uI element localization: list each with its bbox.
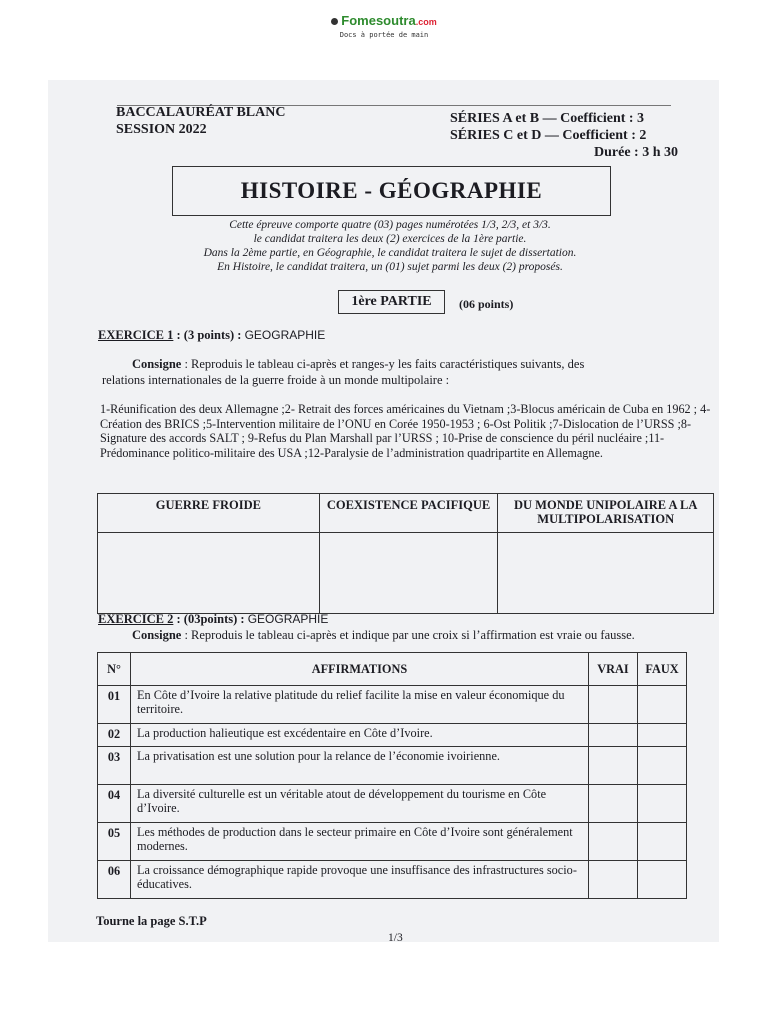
faux-cell — [638, 785, 687, 823]
exam-session: SESSION 2022 — [116, 122, 207, 137]
faux-cell — [638, 724, 687, 747]
part-points: (06 points) — [459, 297, 514, 311]
instruction-line: le candidat traitera les deux (2) exercices de la 1ère partie. — [253, 233, 527, 245]
exam-header-right — [450, 110, 678, 161]
instruction-line: En Histoire, le candidat traitera, un (01) sujet parmi les deux (2) proposés. — [217, 261, 563, 273]
table-row: 01 En Côte d’Ivoire la relative platitude du relief facilite la mise en valeur économique du territoire. — [98, 686, 687, 724]
vrai-cell — [589, 747, 638, 785]
instruction-line: Cette épreuve comporte quatre (03) pages numérotées 1/3, 2/3, et 3/3. — [229, 219, 551, 231]
faux-cell — [638, 861, 687, 899]
exam-instructions — [150, 218, 630, 274]
answer-cell — [319, 533, 498, 614]
exercise-2-title: EXERCICE 2 : (03points) : GEOGRAPHIE — [98, 612, 329, 626]
table-header: DU MONDE UNIPOLAIRE A LA MULTIPOLARISATION — [498, 494, 714, 533]
table-row: 02 La production halieutique est excédentaire en Côte d’Ivoire. — [98, 724, 687, 747]
vrai-cell — [589, 823, 638, 861]
turn-page-note: Tourne la page S.T.P — [96, 914, 207, 928]
part-heading: 1ère PARTIE — [338, 290, 445, 314]
table-header: FAUX — [638, 653, 687, 686]
faux-cell — [638, 823, 687, 861]
watermark-tagline: Docs à portée de main — [339, 31, 429, 39]
exercise-1-instruction: Consigne : Reproduis le tableau ci-après et ranges-y les faits caractéristiques suivants, des relations internationales de la guerre froide à un monde multipolaire : — [102, 357, 585, 387]
exercise-1-facts: 1-Réunification des deux Allemagne ;2- Retrait des forces américaines du Vietnam ;3-Blocus américain de Cuba en 1962 ; 4-Création des BRICS ;5-Intervention militaire de l’ONU en Corée 1950-1953 ; 6-Ost Politik ;7-Dislocation de l’URSS ;8-Signature des accords SALT ; 9-Refus du Plan Marshall par l’URSS ; 10-Prise de conscience du péril nucléaire ;11-Prédominance politico-militaire des USA ;12-Paralysie de l’administration quadripartite en Allemagne. — [100, 402, 711, 460]
site-watermark — [0, 12, 768, 39]
vrai-cell — [589, 861, 638, 899]
table-header: COEXISTENCE PACIFIQUE — [319, 494, 498, 533]
vrai-cell — [589, 724, 638, 747]
vrai-cell — [589, 785, 638, 823]
answer-cell — [498, 533, 714, 614]
faux-cell — [638, 686, 687, 724]
exercise-1-title: EXERCICE 1 : (3 points) : GEOGRAPHIE — [98, 328, 326, 342]
page-title: HISTOIRE - GÉOGRAPHIE — [172, 166, 611, 216]
table-header: VRAI — [589, 653, 638, 686]
exercise-2-table — [97, 652, 687, 899]
page-number: 1/3 — [388, 932, 403, 944]
table-row: 06 La croissance démographique rapide provoque une insuffisance des infrastructures socio-éducatives. — [98, 861, 687, 899]
table-header: GUERRE FROIDE — [98, 494, 320, 533]
table-row: 03 La privatisation est une solution pour la relance de l’économie ivoirienne. — [98, 747, 687, 785]
table-header: N° — [98, 653, 131, 686]
watermark-brand: Fomesoutra.com — [331, 13, 436, 28]
exam-duration: Durée : 3 h 30 — [594, 145, 678, 160]
series-ab: SÉRIES A et B — Coefficient : 3 — [450, 111, 645, 126]
exam-name: BACCALAURÉAT BLANC — [116, 105, 286, 120]
exam-header-left — [116, 104, 285, 138]
exercise-2-instruction: Consigne : Reproduis le tableau ci-après et indique par une croix si l’affirmation est vraie ou fausse. — [132, 628, 635, 642]
answer-cell — [98, 533, 320, 614]
instruction-line: Dans la 2ème partie, en Géographie, le candidat traitera le sujet de dissertation. — [203, 247, 577, 259]
series-cd: SÉRIES C et D — Coefficient : 2 — [450, 128, 647, 143]
vrai-cell — [589, 686, 638, 724]
faux-cell — [638, 747, 687, 785]
exercise-1-table — [97, 493, 714, 614]
table-row: 04 La diversité culturelle est un véritable atout de développement du tourisme en Côte d’Ivoire. — [98, 785, 687, 823]
table-header: AFFIRMATIONS — [131, 653, 589, 686]
table-row: 05 Les méthodes de production dans le secteur primaire en Côte d’Ivoire sont généralement modernes. — [98, 823, 687, 861]
ball-icon — [331, 18, 338, 25]
